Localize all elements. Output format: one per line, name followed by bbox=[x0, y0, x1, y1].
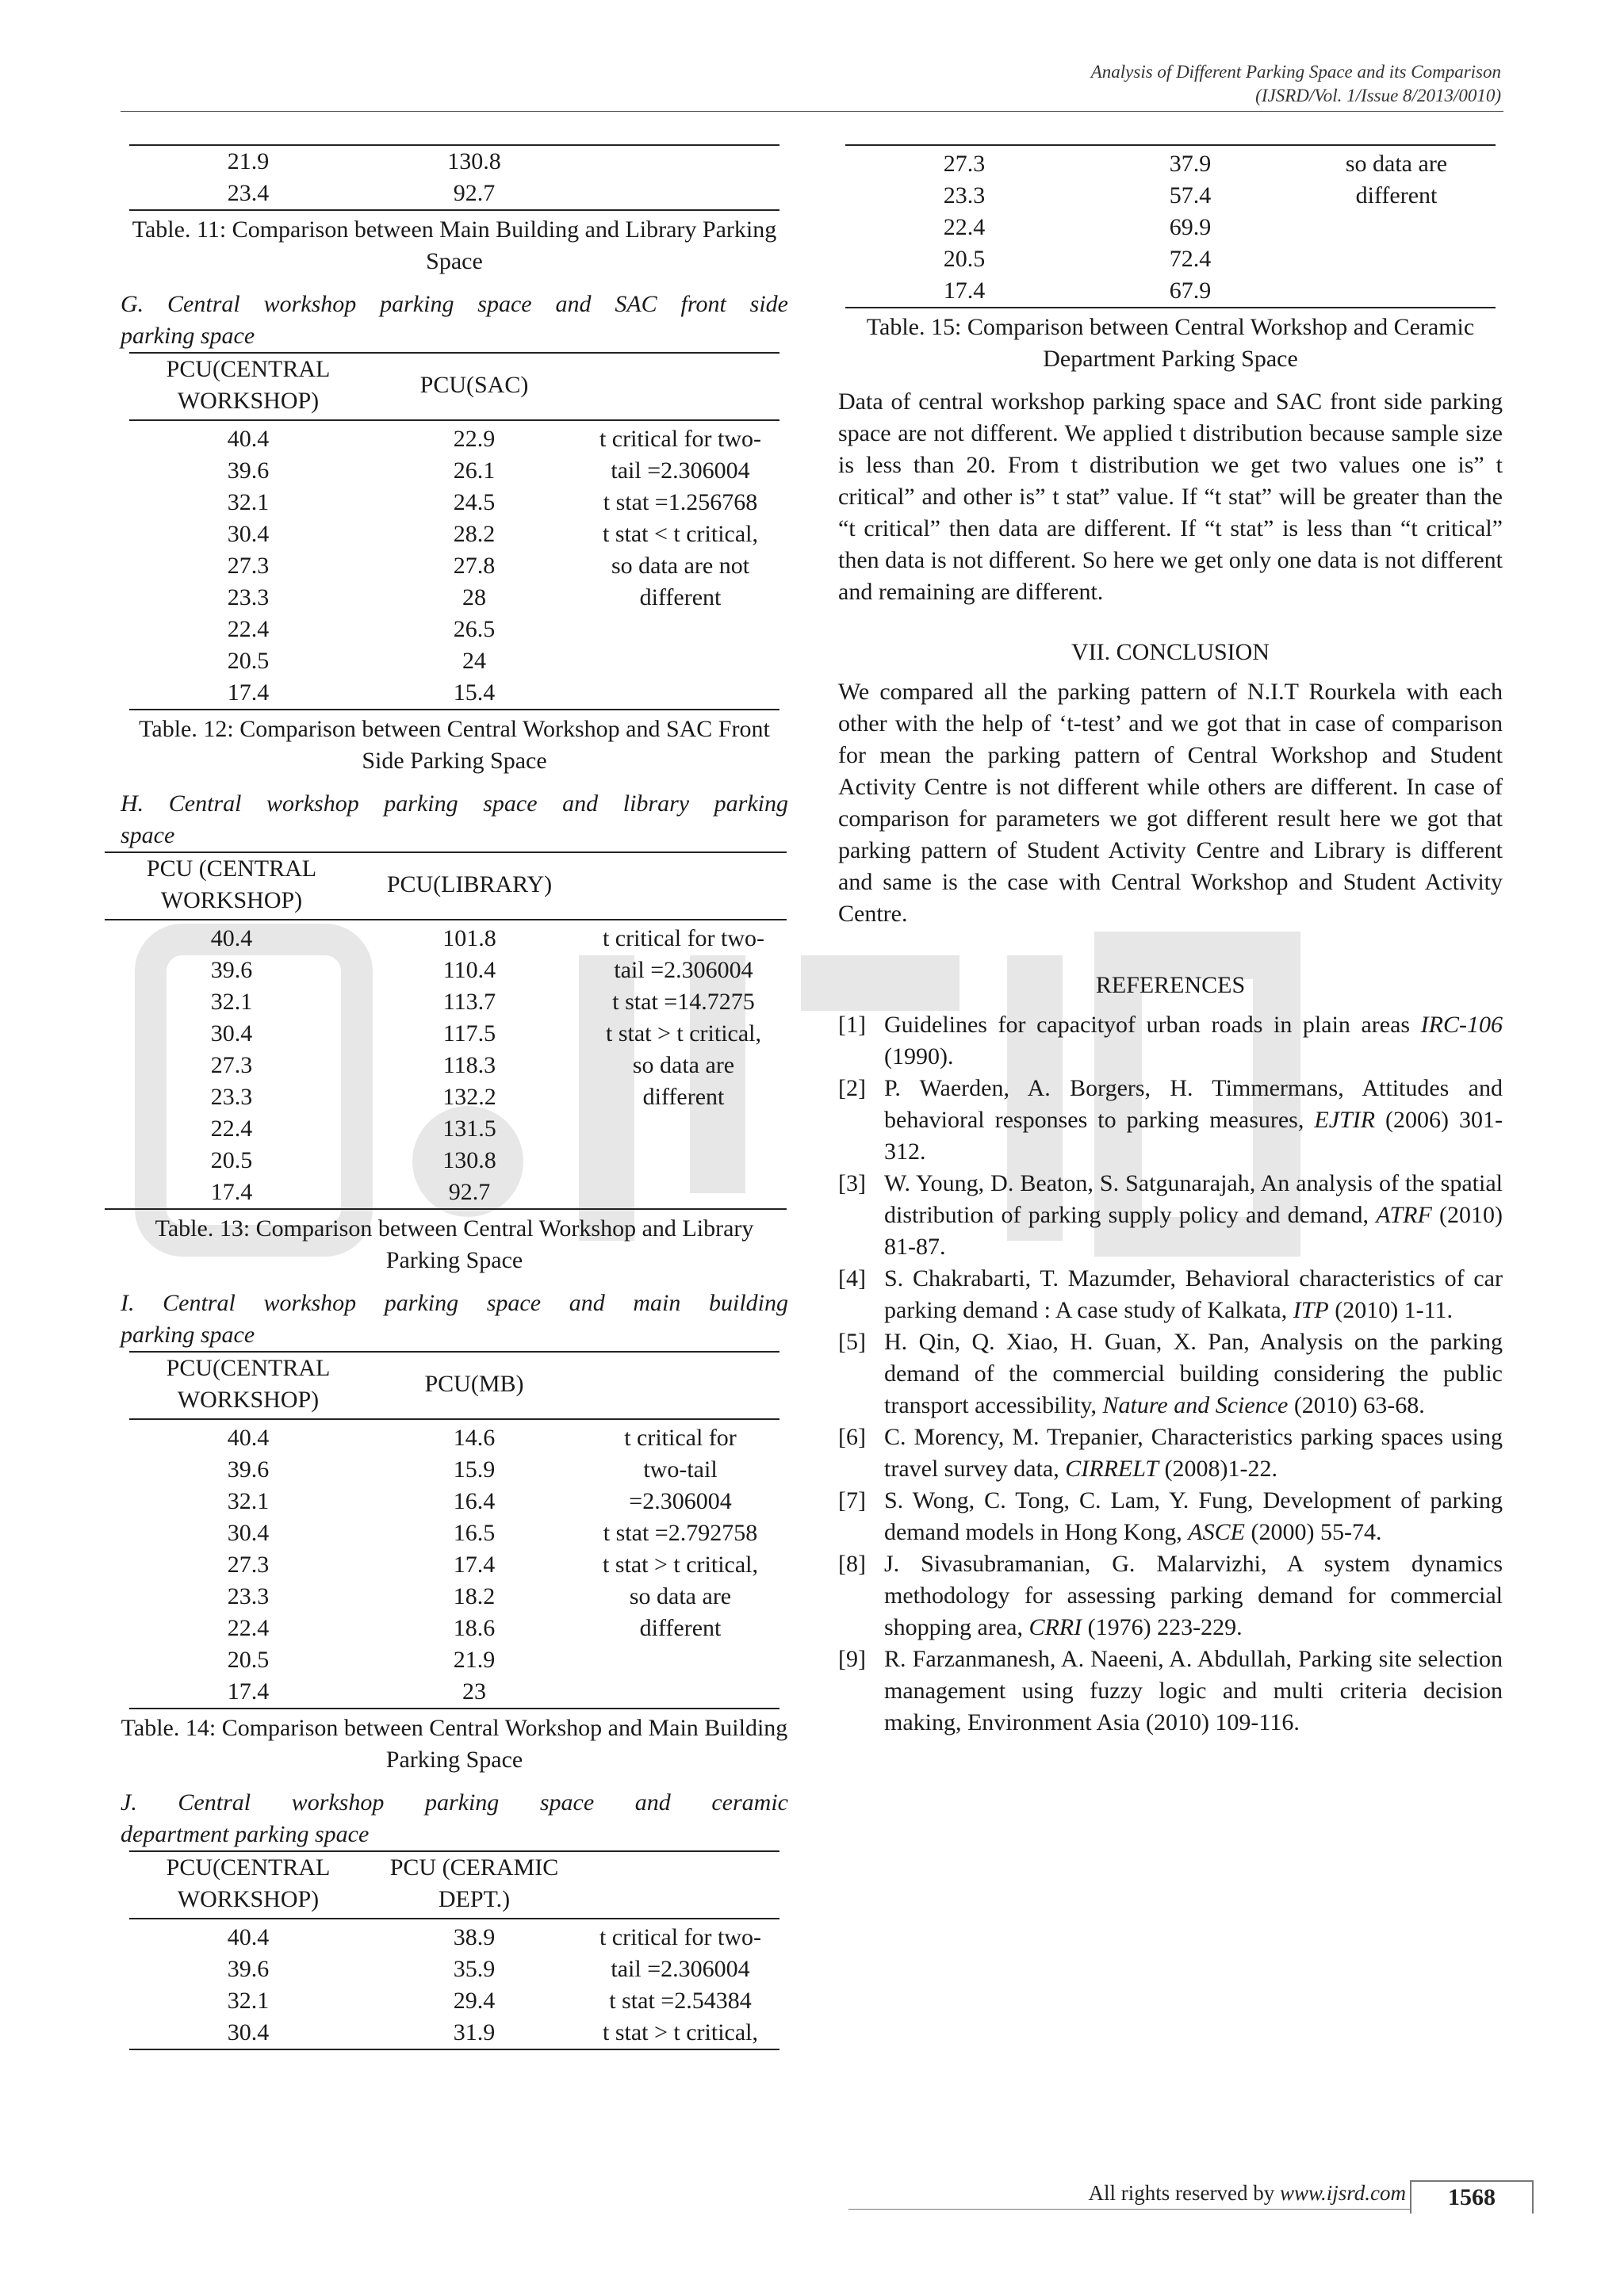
column-header: PCU(CENTRAL WORKSHOP) bbox=[129, 1851, 367, 1919]
table-cell: 17.4 bbox=[453, 1552, 496, 1578]
table-cell: 67.9 bbox=[1169, 277, 1212, 304]
table-cell: 17.4 bbox=[210, 1179, 253, 1205]
table-row bbox=[129, 145, 779, 178]
table-11-tail bbox=[129, 144, 779, 211]
table-cell: 16.5 bbox=[453, 1520, 496, 1546]
footer-rights bbox=[1089, 2179, 1406, 2207]
table-cell: 39.6 bbox=[210, 957, 253, 983]
footer-site-link[interactable]: www.ijsrd.com bbox=[1279, 2181, 1406, 2205]
table-cell: 21.9 bbox=[453, 1647, 496, 1673]
statistics-cell: t critical for two-tail =2.306004 t stat =2.792758 t stat > t critical, so data are different bbox=[602, 1425, 759, 1641]
table-cell: 16.4 bbox=[453, 1488, 496, 1514]
table-13 bbox=[105, 851, 787, 1210]
table-15-part2 bbox=[845, 144, 1496, 308]
reference-item bbox=[838, 1009, 1503, 1073]
header-issue: (IJSRD/Vol. 1/Issue 8/2013/0010) bbox=[1255, 86, 1501, 105]
reference-item bbox=[838, 1168, 1503, 1263]
table-cell: 40.4 bbox=[227, 426, 270, 452]
table-12-caption: Table. 12: Comparison between Central Workshop and SAC Front Side Parking Space bbox=[139, 716, 770, 774]
reference-year-pages: (1976) 223-229. bbox=[1082, 1614, 1243, 1640]
table-row bbox=[129, 178, 779, 210]
table-cell: 69.9 bbox=[1169, 214, 1212, 240]
table-row bbox=[105, 920, 787, 955]
table-cell: 101.8 bbox=[442, 925, 496, 951]
table-cell: 24.5 bbox=[453, 489, 496, 515]
reference-venue: CRRI bbox=[1028, 1614, 1082, 1640]
reference-number: [1] bbox=[838, 1012, 866, 1038]
column-header-empty bbox=[581, 353, 779, 420]
table-cell: 22.4 bbox=[227, 616, 270, 642]
reference-year-pages: (2000) 55-74. bbox=[1244, 1519, 1382, 1545]
column-header: PCU(MB) bbox=[367, 1352, 581, 1419]
reference-text: P. Waerden, A. Borgers, H. Timmermans, Attitudes and behavioral responses to parking measures, bbox=[884, 1075, 1503, 1133]
table-cell: 27.8 bbox=[453, 553, 496, 579]
column-header: PCU(LIBRARY) bbox=[358, 852, 580, 920]
table-row bbox=[129, 420, 779, 455]
table-cell: 30.4 bbox=[227, 521, 270, 547]
column-header-empty bbox=[581, 1352, 779, 1419]
table-cell: 32.1 bbox=[227, 1488, 270, 1514]
table-cell: 20.5 bbox=[227, 648, 270, 674]
column-header-empty bbox=[580, 852, 787, 920]
reference-venue: EJTIR bbox=[1314, 1107, 1376, 1133]
table-12 bbox=[129, 352, 779, 710]
reference-item bbox=[838, 1263, 1503, 1326]
table-cell: 35.9 bbox=[453, 1956, 496, 1982]
footer-rights-text: All rights reserved by bbox=[1088, 2181, 1280, 2205]
table-cell: 20.5 bbox=[943, 246, 986, 272]
header-rule bbox=[121, 111, 1503, 112]
section-h-heading bbox=[121, 788, 788, 851]
table-cell: 17.4 bbox=[227, 1678, 270, 1705]
section-g-heading bbox=[121, 289, 788, 352]
reference-venue: CIRRELT bbox=[1065, 1456, 1159, 1482]
table-cell: 113.7 bbox=[442, 989, 496, 1015]
table-cell: 26.5 bbox=[453, 616, 496, 642]
reference-number: [7] bbox=[838, 1487, 866, 1513]
section-g-heading-line2: parking space bbox=[121, 323, 255, 349]
references-list bbox=[838, 1009, 1503, 1739]
table-cell: 23.3 bbox=[227, 584, 270, 610]
table-cell: 24 bbox=[462, 648, 486, 674]
table-row bbox=[129, 1919, 779, 1954]
table-cell: 30.4 bbox=[227, 2019, 270, 2045]
table-cell: 40.4 bbox=[227, 1924, 270, 1950]
table-14-caption: Table. 14: Comparison between Central Workshop and Main Building Parking Space bbox=[121, 1715, 788, 1773]
table-11-caption: Table. 11: Comparison between Main Building and Library Parking Space bbox=[132, 216, 777, 274]
reference-text: J. Sivasubramanian, G. Malarvizhi, A system dynamics methodology for assessing parking demand for commercial shopping area, bbox=[884, 1551, 1503, 1640]
reference-number: [9] bbox=[838, 1646, 866, 1672]
table-15-caption: Table. 15: Comparison between Central Workshop and Ceramic Department Parking Space bbox=[866, 314, 1475, 372]
reference-venue: ATRF bbox=[1376, 1202, 1432, 1228]
table-cell: 21.9 bbox=[129, 145, 367, 178]
reference-text: C. Morency, M. Trepanier, Characteristics parking spaces using travel survey data, bbox=[884, 1424, 1503, 1482]
table-cell: 39.6 bbox=[227, 1456, 270, 1483]
table-cell: 29.4 bbox=[453, 1988, 496, 2014]
column-header-empty bbox=[581, 1851, 779, 1919]
table-header-row bbox=[129, 1851, 779, 1919]
table-cell: 131.5 bbox=[442, 1115, 496, 1142]
table-cell: 22.9 bbox=[453, 426, 496, 452]
reference-number: [8] bbox=[838, 1551, 866, 1577]
reference-item bbox=[838, 1422, 1503, 1485]
table-cell: 57.4 bbox=[1169, 182, 1212, 209]
section-g-heading-line1: G. Central workshop parking space and SAC front side bbox=[121, 291, 788, 317]
table-cell: 28.2 bbox=[453, 521, 496, 547]
table-cell: 27.3 bbox=[227, 553, 270, 579]
table-header-row bbox=[129, 1352, 779, 1419]
reference-number: [6] bbox=[838, 1424, 866, 1450]
reference-text: H. Qin, Q. Xiao, H. Guan, X. Pan, Analysis on the parking demand of the commercial building considering the public transport accessibility, bbox=[884, 1329, 1503, 1418]
table-cell: 22.4 bbox=[943, 214, 986, 240]
table-cell: 110.4 bbox=[442, 957, 496, 983]
table-cell: 31.9 bbox=[453, 2019, 496, 2045]
table-cell: 30.4 bbox=[210, 1020, 253, 1047]
references-title: REFERENCES bbox=[1095, 972, 1246, 998]
table-cell: 40.4 bbox=[210, 925, 253, 951]
reference-item bbox=[838, 1073, 1503, 1168]
table-cell: 20.5 bbox=[227, 1647, 270, 1673]
summary-paragraph: Data of central workshop parking space and SAC front side parking space are not different. We applied t distribution because sample size is less than 20. From t distribution we get two values one is” t critical” and other is” t stat” value. If “t stat” will be greater than the “t critical” then data are different. If “t stat” is less than “t critical” then data is not different. So here we get only one data is not different and remaining are different. bbox=[838, 388, 1503, 605]
table-cell: 32.1 bbox=[227, 1988, 270, 2014]
table-cell: 27.3 bbox=[227, 1552, 270, 1578]
table-cell: 72.4 bbox=[1169, 246, 1212, 272]
column-header: PCU (CERAMIC DEPT.) bbox=[367, 1851, 581, 1919]
column-header: PCU(CENTRAL WORKSHOP) bbox=[129, 1352, 367, 1419]
statistics-cell: so data are different bbox=[1345, 151, 1448, 209]
table-cell-empty bbox=[581, 145, 779, 178]
column-header: PCU(CENTRAL WORKSHOP) bbox=[129, 353, 367, 420]
column-header: PCU(SAC) bbox=[367, 353, 581, 420]
table-cell: 28 bbox=[462, 584, 486, 610]
table-cell: 18.2 bbox=[453, 1583, 496, 1609]
reference-text: W. Young, D. Beaton, S. Satgunarajah, An analysis of the spatial distribution of parking supply policy and demand, bbox=[884, 1170, 1503, 1228]
section-j-heading-line1: J. Central workshop parking space and ceramic bbox=[121, 1789, 788, 1816]
reference-number: [2] bbox=[838, 1075, 866, 1101]
table-row bbox=[845, 145, 1496, 180]
right-column bbox=[838, 144, 1503, 1739]
table-cell-empty bbox=[581, 178, 779, 210]
reference-venue: ASCE bbox=[1188, 1519, 1245, 1545]
reference-venue: Nature and Science bbox=[1102, 1392, 1289, 1418]
reference-item bbox=[838, 1485, 1503, 1548]
reference-year-pages: (2010) 1-11. bbox=[1328, 1297, 1454, 1323]
conclusion-text: We compared all the parking pattern of N.I.T Rourkela with each other with the help of ‘t-test’ and we got that in case of comparison for mean the parking pattern of Central Workshop and Student Activity Centre is not different while others are different. In case of comparison for parameters we got different result here we got that parking pattern of Student Activity Centre and Library is different and same is the case with Central Workshop and Student Activity Centre. bbox=[838, 679, 1503, 927]
reference-year-pages: (2010) 63-68. bbox=[1288, 1392, 1425, 1418]
table-cell: 23.4 bbox=[129, 178, 367, 210]
table-cell: 15.9 bbox=[453, 1456, 496, 1483]
table-cell: 27.3 bbox=[943, 151, 986, 177]
left-column bbox=[121, 144, 788, 2050]
table-cell: 130.8 bbox=[442, 1147, 496, 1173]
column-header: PCU (CENTRAL WORKSHOP) bbox=[105, 852, 358, 920]
reference-text: S. Chakrabarti, T. Mazumder, Behavioral characteristics of car parking demand : A case study of Kalkata, bbox=[884, 1265, 1503, 1323]
table-cell: 23.3 bbox=[227, 1583, 270, 1609]
conclusion-title: VII. CONCLUSION bbox=[1071, 639, 1270, 665]
reference-year-pages: (2008)1-22. bbox=[1159, 1456, 1277, 1482]
table-cell: 22.4 bbox=[227, 1615, 270, 1641]
header-title: Analysis of Different Parking Space and its Comparison bbox=[1090, 62, 1501, 82]
table-cell: 26.1 bbox=[453, 457, 496, 484]
table-cell: 132.2 bbox=[442, 1084, 496, 1110]
table-header-row bbox=[105, 852, 787, 920]
table-cell: 130.8 bbox=[367, 145, 581, 178]
section-h-heading-line1: H. Central workshop parking space and library parking bbox=[121, 790, 788, 817]
table-14 bbox=[129, 1351, 779, 1709]
table-cell: 30.4 bbox=[227, 1520, 270, 1546]
statistics-cell: t critical for two- tail =2.306004 t stat =1.256768 t stat < t critical, so data are not different bbox=[599, 426, 762, 610]
reference-text: R. Farzanmanesh, A. Naeeni, A. Abdullah, Parking site selection management using fuzzy logic and multi criteria decision making, Environment Asia (2010) 109-116. bbox=[884, 1646, 1503, 1735]
table-cell: 37.9 bbox=[1169, 151, 1212, 177]
table-cell: 20.5 bbox=[210, 1147, 253, 1173]
table-cell: 17.4 bbox=[227, 679, 270, 706]
page-number: 1568 bbox=[1410, 2180, 1534, 2214]
table-cell: 23.3 bbox=[210, 1084, 253, 1110]
reference-item bbox=[838, 1644, 1503, 1739]
table-row bbox=[129, 1419, 779, 1454]
reference-text: Guidelines for capacityof urban roads in plain areas bbox=[884, 1012, 1421, 1038]
section-i-heading-line1: I. Central workshop parking space and main building bbox=[121, 1290, 788, 1316]
table-13-caption: Table. 13: Comparison between Central Workshop and Library Parking Space bbox=[155, 1215, 754, 1273]
table-cell: 117.5 bbox=[442, 1020, 496, 1047]
reference-number: [4] bbox=[838, 1265, 866, 1292]
table-cell: 39.6 bbox=[227, 457, 270, 484]
reference-number: [5] bbox=[838, 1329, 866, 1355]
reference-year-pages: (2006) 301-312. bbox=[884, 1107, 1503, 1165]
table-cell: 17.4 bbox=[943, 277, 986, 304]
table-cell: 38.9 bbox=[453, 1924, 496, 1950]
section-i-heading bbox=[121, 1288, 788, 1351]
reference-item bbox=[838, 1326, 1503, 1422]
table-cell: 40.4 bbox=[227, 1425, 270, 1451]
table-cell: 15.4 bbox=[453, 679, 496, 706]
reference-item bbox=[838, 1548, 1503, 1644]
table-cell: 32.1 bbox=[210, 989, 253, 1015]
reference-year-pages: (2010) 81-87. bbox=[884, 1202, 1503, 1260]
section-j-heading bbox=[121, 1787, 788, 1850]
reference-text: S. Wong, C. Tong, C. Lam, Y. Fung, Development of parking demand models in Hong Kong, bbox=[884, 1487, 1503, 1545]
page-footer bbox=[0, 2179, 1624, 2226]
reference-year-pages: (1990). bbox=[884, 1043, 954, 1070]
section-i-heading-line2: parking space bbox=[121, 1322, 255, 1348]
reference-venue: IRC-106 bbox=[1420, 1012, 1503, 1038]
table-cell: 32.1 bbox=[227, 489, 270, 515]
table-cell: 23.3 bbox=[943, 182, 986, 209]
reference-venue: ITP bbox=[1293, 1297, 1329, 1323]
table-cell: 23 bbox=[462, 1678, 486, 1705]
section-j-heading-line2: department parking space bbox=[121, 1821, 370, 1847]
table-cell: 22.4 bbox=[210, 1115, 253, 1142]
statistics-cell: t critical for two- tail =2.306004 t stat =14.7275 t stat > t critical, so data are different bbox=[602, 925, 765, 1110]
section-h-heading-line2: space bbox=[121, 822, 175, 848]
table-cell: 39.6 bbox=[227, 1956, 270, 1982]
table-cell: 14.6 bbox=[453, 1425, 496, 1451]
table-cell: 27.3 bbox=[210, 1052, 253, 1078]
table-cell: 18.6 bbox=[453, 1615, 496, 1641]
table-cell: 118.3 bbox=[442, 1052, 496, 1078]
table-15-part1 bbox=[129, 1850, 779, 2050]
table-cell: 92.7 bbox=[367, 178, 581, 210]
table-cell: 92.7 bbox=[448, 1179, 491, 1205]
reference-number: [3] bbox=[838, 1170, 866, 1196]
statistics-cell: t critical for two- tail =2.306004 t stat =2.54384 t stat > t critical, bbox=[599, 1924, 762, 2045]
table-header-row bbox=[129, 353, 779, 420]
running-header bbox=[1091, 60, 1501, 108]
